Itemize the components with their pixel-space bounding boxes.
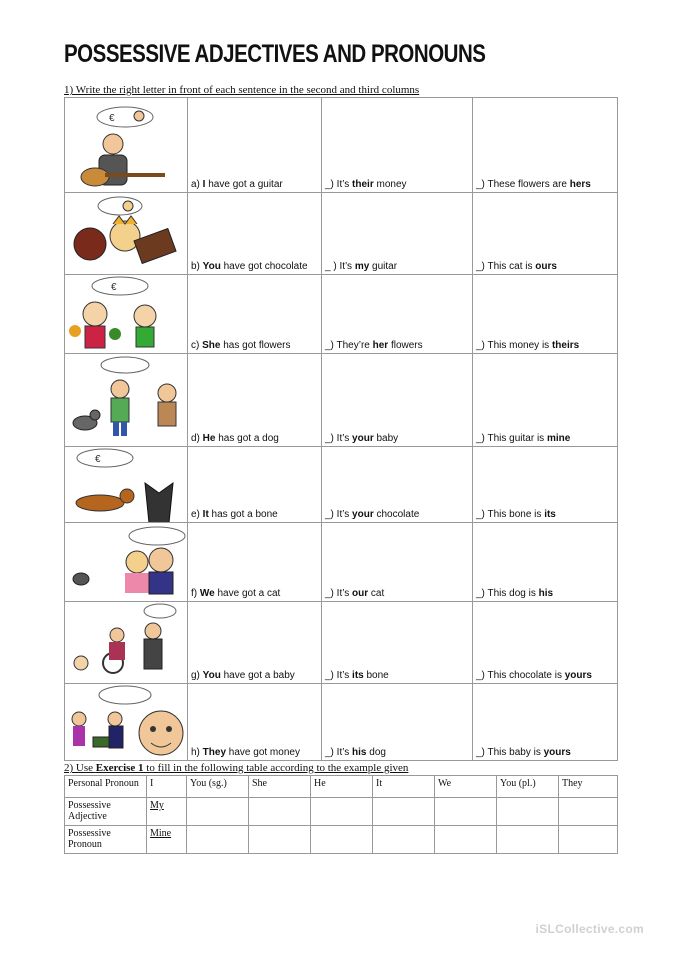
sentence-text: money bbox=[373, 179, 407, 190]
answer-cell[interactable] bbox=[311, 798, 373, 826]
sentence-text: _) This baby is bbox=[476, 747, 544, 758]
sentence-bold-word: It bbox=[202, 509, 209, 520]
money-people-icon bbox=[65, 684, 188, 761]
example-cell: My bbox=[147, 798, 187, 826]
answer-cell[interactable] bbox=[497, 798, 559, 826]
answer-cell[interactable] bbox=[373, 826, 435, 854]
sentence-text: has got a dog bbox=[215, 433, 279, 444]
sentence-bold-word: its bbox=[352, 670, 364, 681]
sentence-cell bbox=[188, 447, 322, 523]
sentence-text: e) bbox=[191, 509, 203, 520]
example-cell: Mine bbox=[147, 826, 187, 854]
exercise-row bbox=[65, 354, 618, 447]
sentence-bold-word: theirs bbox=[551, 340, 580, 351]
adjective-row bbox=[65, 798, 618, 826]
sentence-text: _) This cat is bbox=[476, 261, 536, 272]
exercise1-instruction: 1) Write the right letter in front of each sentence in the second and third columns bbox=[64, 84, 420, 96]
sentence-bold-word: their bbox=[352, 179, 374, 190]
answer-sentence-cell[interactable] bbox=[473, 354, 618, 447]
pronoun-row bbox=[65, 826, 618, 854]
header-cell: Personal Pronoun bbox=[65, 776, 147, 798]
sentence-text: _) It’s bbox=[325, 433, 353, 444]
sentence-text: _) It’s bbox=[325, 509, 353, 520]
answer-cell[interactable] bbox=[559, 826, 618, 854]
header-cell: You (pl.) bbox=[497, 776, 559, 798]
exercise-row bbox=[65, 447, 618, 523]
answer-sentence-cell[interactable] bbox=[322, 523, 473, 602]
exercise-row bbox=[65, 523, 618, 602]
answer-cell[interactable] bbox=[373, 798, 435, 826]
header-cell: I bbox=[147, 776, 187, 798]
header-cell: You (sg.) bbox=[187, 776, 249, 798]
exercise2-table bbox=[64, 775, 618, 854]
sentence-text: have got a baby bbox=[220, 670, 295, 681]
sentence-bold-word: our bbox=[352, 588, 369, 599]
row-label: Possessive Pronoun bbox=[65, 826, 147, 854]
svg-text:€: € bbox=[109, 112, 115, 124]
sentence-bold-word: your bbox=[352, 509, 374, 520]
header-cell: It bbox=[373, 776, 435, 798]
sentence-bold-word: its bbox=[544, 509, 556, 520]
dog-bone-icon bbox=[65, 447, 188, 523]
answer-sentence-cell[interactable] bbox=[473, 275, 618, 354]
exercise-row bbox=[65, 684, 618, 761]
sentence-bold-word: your bbox=[352, 433, 374, 444]
answer-cell[interactable] bbox=[249, 826, 311, 854]
sentence-bold-word: They bbox=[202, 747, 227, 758]
sentence-cell bbox=[188, 354, 322, 447]
row-label: Possessive Adjective bbox=[65, 798, 147, 826]
sentence-bold-word: You bbox=[202, 670, 221, 681]
sentence-bold-word: I bbox=[202, 179, 206, 190]
sentence-text: f) bbox=[191, 588, 200, 599]
man-dog-icon bbox=[65, 354, 188, 447]
sentence-text: _) This chocolate is bbox=[476, 670, 565, 681]
answer-cell[interactable] bbox=[435, 826, 497, 854]
sentence-text: dog bbox=[366, 747, 386, 758]
sentence-text: _) It’s bbox=[325, 179, 353, 190]
sentence-text: flowers bbox=[388, 340, 423, 351]
sentence-text: c) bbox=[191, 340, 203, 351]
answer-cell[interactable] bbox=[187, 826, 249, 854]
sentence-text: has got flowers bbox=[220, 340, 291, 351]
watermark: iSLCollective.com bbox=[535, 922, 644, 936]
exercise-row bbox=[65, 275, 618, 354]
svg-text:€: € bbox=[95, 453, 101, 465]
sentence-bold-word: mine bbox=[546, 433, 571, 444]
sentence-text: has got a bone bbox=[208, 509, 278, 520]
wheelchair-baby-icon bbox=[65, 602, 188, 684]
sentence-text: have got a cat bbox=[214, 588, 281, 599]
sentence-text: cat bbox=[368, 588, 385, 599]
sentence-text: guitar bbox=[369, 261, 398, 272]
sentence-bold-word: You bbox=[202, 261, 221, 272]
sentence-text: _) They’re bbox=[325, 340, 373, 351]
answer-sentence-cell[interactable] bbox=[322, 602, 473, 684]
answer-sentence-cell[interactable] bbox=[322, 354, 473, 447]
guitar-player-icon bbox=[65, 98, 188, 193]
answer-cell[interactable] bbox=[187, 798, 249, 826]
sentence-bold-word: my bbox=[354, 261, 370, 272]
sentence-bold-word: hers bbox=[569, 179, 591, 190]
answer-sentence-cell[interactable] bbox=[473, 447, 618, 523]
sentence-text: _) This dog is bbox=[476, 588, 539, 599]
sentence-text: have got money bbox=[226, 747, 300, 758]
sentence-cell bbox=[188, 684, 322, 761]
sentence-text: d) bbox=[191, 433, 203, 444]
sentence-text: b) bbox=[191, 261, 203, 272]
exercise-row bbox=[65, 602, 618, 684]
sentence-cell bbox=[188, 275, 322, 354]
family-cat-icon bbox=[65, 523, 188, 602]
girl-flowers-icon bbox=[65, 275, 188, 354]
sentence-text: have got a guitar bbox=[205, 179, 283, 190]
answer-sentence-cell[interactable] bbox=[322, 684, 473, 761]
answer-cell[interactable] bbox=[311, 826, 373, 854]
exercise2-instruction: 2) Use Exercise 1 to fill in the following table according to the example given bbox=[64, 762, 409, 774]
sentence-text: _) This bone is bbox=[476, 509, 545, 520]
sentence-text: g) bbox=[191, 670, 203, 681]
sentence-bold-word: her bbox=[372, 340, 389, 351]
sentence-text: _) This guitar is bbox=[476, 433, 547, 444]
sentence-bold-word: ours bbox=[535, 261, 557, 272]
sentence-text: h) bbox=[191, 747, 203, 758]
sentence-text: have got chocolate bbox=[220, 261, 308, 272]
answer-cell[interactable] bbox=[249, 798, 311, 826]
sentence-bold-word: She bbox=[202, 340, 221, 351]
svg-text:€: € bbox=[111, 281, 117, 293]
faces-chocolate-icon bbox=[65, 193, 188, 275]
sentence-text: _) It’s bbox=[325, 747, 353, 758]
answer-sentence-cell[interactable] bbox=[322, 447, 473, 523]
sentence-text: a) bbox=[191, 179, 203, 190]
sentence-text: chocolate bbox=[373, 509, 420, 520]
answer-sentence-cell[interactable] bbox=[473, 684, 618, 761]
answer-sentence-cell[interactable] bbox=[322, 193, 473, 275]
answer-sentence-cell[interactable] bbox=[322, 275, 473, 354]
sentence-text: _) These flowers are bbox=[476, 179, 570, 190]
sentence-text: baby bbox=[373, 433, 399, 444]
header-cell: We bbox=[435, 776, 497, 798]
answer-cell[interactable] bbox=[497, 826, 559, 854]
sentence-bold-word: his bbox=[352, 747, 367, 758]
answer-sentence-cell[interactable] bbox=[473, 98, 618, 193]
answer-sentence-cell[interactable] bbox=[322, 98, 473, 193]
header-row bbox=[65, 776, 618, 798]
sentence-text: _) It’s bbox=[325, 588, 353, 599]
sentence-cell bbox=[188, 193, 322, 275]
exercise1-table bbox=[64, 97, 618, 761]
sentence-bold-word: yours bbox=[564, 670, 592, 681]
answer-cell[interactable] bbox=[559, 798, 618, 826]
answer-cell[interactable] bbox=[435, 798, 497, 826]
exercise-row bbox=[65, 98, 618, 193]
exercise-row bbox=[65, 193, 618, 275]
header-cell: She bbox=[249, 776, 311, 798]
header-cell: They bbox=[559, 776, 618, 798]
sentence-bold-word: yours bbox=[543, 747, 571, 758]
sentence-cell bbox=[188, 523, 322, 602]
sentence-bold-word: He bbox=[202, 433, 216, 444]
sentence-cell bbox=[188, 98, 322, 193]
sentence-bold-word: his bbox=[538, 588, 554, 599]
sentence-text: _) It’s bbox=[325, 670, 353, 681]
answer-sentence-cell[interactable] bbox=[473, 602, 618, 684]
sentence-bold-word: We bbox=[199, 588, 215, 599]
header-cell: He bbox=[311, 776, 373, 798]
sentence-text: bone bbox=[363, 670, 389, 681]
answer-sentence-cell[interactable] bbox=[473, 193, 618, 275]
page-title: POSSESSIVE ADJECTIVES AND PRONOUNS bbox=[64, 40, 486, 68]
answer-sentence-cell[interactable] bbox=[473, 523, 618, 602]
sentence-cell bbox=[188, 602, 322, 684]
sentence-text: _) This money is bbox=[476, 340, 552, 351]
sentence-text: _ ) It’s bbox=[325, 261, 355, 272]
